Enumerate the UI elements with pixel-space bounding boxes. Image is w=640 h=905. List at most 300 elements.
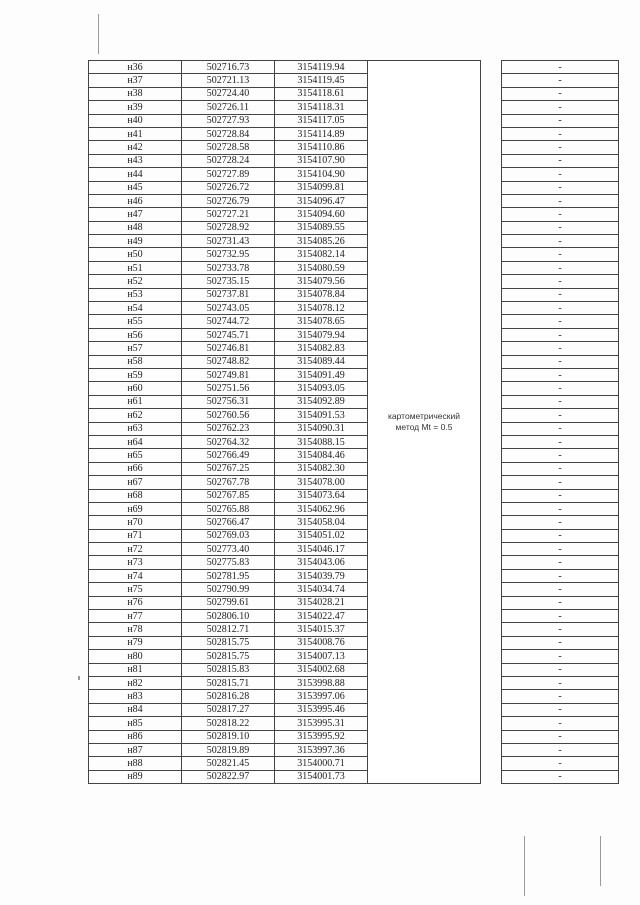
table-row <box>89 127 619 140</box>
table-row <box>89 382 619 395</box>
x-coordinate-cell: 502765.88 <box>182 502 275 515</box>
note-cell: - <box>502 235 619 248</box>
x-coordinate-cell: 502812.71 <box>182 623 275 636</box>
column-gap <box>481 342 502 355</box>
note-cell: - <box>502 342 619 355</box>
column-gap <box>481 101 502 114</box>
y-coordinate-cell: 3154008.76 <box>275 636 368 649</box>
y-coordinate-cell: 3154015.37 <box>275 623 368 636</box>
point-name-cell: н74 <box>89 569 182 582</box>
point-name-cell: н47 <box>89 208 182 221</box>
note-cell: - <box>502 288 619 301</box>
column-gap <box>481 248 502 261</box>
y-coordinate-cell: 3154089.44 <box>275 355 368 368</box>
y-coordinate-cell: 3154058.04 <box>275 516 368 529</box>
note-cell: - <box>502 743 619 756</box>
column-gap <box>481 302 502 315</box>
column-gap <box>481 717 502 730</box>
point-name-cell: н58 <box>89 355 182 368</box>
note-cell: - <box>502 556 619 569</box>
x-coordinate-cell: 502746.81 <box>182 342 275 355</box>
table-row <box>89 368 619 381</box>
column-gap <box>481 596 502 609</box>
table-row <box>89 583 619 596</box>
x-coordinate-cell: 502819.10 <box>182 730 275 743</box>
x-coordinate-cell: 502781.95 <box>182 569 275 582</box>
point-name-cell: н41 <box>89 127 182 140</box>
table-row <box>89 328 619 341</box>
column-gap <box>481 355 502 368</box>
column-gap <box>481 288 502 301</box>
note-cell: - <box>502 248 619 261</box>
column-gap <box>481 422 502 435</box>
note-cell: - <box>502 730 619 743</box>
y-coordinate-cell: 3154118.61 <box>275 87 368 100</box>
note-cell: - <box>502 717 619 730</box>
x-coordinate-cell: 502733.78 <box>182 261 275 274</box>
table-row <box>89 636 619 649</box>
note-cell: - <box>502 663 619 676</box>
column-gap <box>481 74 502 87</box>
y-coordinate-cell: 3154079.56 <box>275 275 368 288</box>
y-coordinate-cell: 3154089.55 <box>275 221 368 234</box>
column-gap <box>481 516 502 529</box>
y-coordinate-cell: 3154051.02 <box>275 529 368 542</box>
note-cell: - <box>502 395 619 408</box>
y-coordinate-cell: 3154007.13 <box>275 650 368 663</box>
note-cell: - <box>502 502 619 515</box>
note-cell: - <box>502 690 619 703</box>
point-name-cell: н86 <box>89 730 182 743</box>
table-row <box>89 101 619 114</box>
point-name-cell: н64 <box>89 435 182 448</box>
column-gap <box>481 489 502 502</box>
y-coordinate-cell: 3154073.64 <box>275 489 368 502</box>
y-coordinate-cell: 3154084.46 <box>275 449 368 462</box>
point-name-cell: н81 <box>89 663 182 676</box>
point-name-cell: н44 <box>89 168 182 181</box>
table-row <box>89 663 619 676</box>
column-gap <box>481 703 502 716</box>
y-coordinate-cell: 3154000.71 <box>275 757 368 770</box>
column-gap <box>481 543 502 556</box>
y-coordinate-cell: 3153998.88 <box>275 676 368 689</box>
note-cell: - <box>502 141 619 154</box>
column-gap <box>481 743 502 756</box>
note-cell: - <box>502 328 619 341</box>
x-coordinate-cell: 502735.15 <box>182 275 275 288</box>
scan-dot-left <box>78 676 80 680</box>
x-coordinate-cell: 502737.81 <box>182 288 275 301</box>
column-gap <box>481 650 502 663</box>
table-row <box>89 87 619 100</box>
y-coordinate-cell: 3154082.83 <box>275 342 368 355</box>
y-coordinate-cell: 3154039.79 <box>275 569 368 582</box>
y-coordinate-cell: 3154091.53 <box>275 409 368 422</box>
scan-line-right-2 <box>600 836 601 886</box>
x-coordinate-cell: 502815.71 <box>182 676 275 689</box>
point-name-cell: н62 <box>89 409 182 422</box>
y-coordinate-cell: 3153995.46 <box>275 703 368 716</box>
x-coordinate-cell: 502817.27 <box>182 703 275 716</box>
y-coordinate-cell: 3154022.47 <box>275 610 368 623</box>
table-row <box>89 703 619 716</box>
x-coordinate-cell: 502748.82 <box>182 355 275 368</box>
table-row <box>89 516 619 529</box>
note-cell: - <box>502 61 619 74</box>
y-coordinate-cell: 3154088.15 <box>275 435 368 448</box>
table-row <box>89 422 619 435</box>
note-cell: - <box>502 703 619 716</box>
point-name-cell: н45 <box>89 181 182 194</box>
point-name-cell: н65 <box>89 449 182 462</box>
table-row <box>89 489 619 502</box>
y-coordinate-cell: 3154001.73 <box>275 770 368 783</box>
column-gap <box>481 181 502 194</box>
note-cell: - <box>502 449 619 462</box>
table-row <box>89 770 619 783</box>
x-coordinate-cell: 502724.40 <box>182 87 275 100</box>
point-name-cell: н60 <box>89 382 182 395</box>
x-coordinate-cell: 502822.97 <box>182 770 275 783</box>
table-row <box>89 208 619 221</box>
x-coordinate-cell: 502728.92 <box>182 221 275 234</box>
y-coordinate-cell: 3154110.86 <box>275 141 368 154</box>
point-name-cell: н61 <box>89 395 182 408</box>
note-cell: - <box>502 382 619 395</box>
point-name-cell: н70 <box>89 516 182 529</box>
table-row <box>89 302 619 315</box>
column-gap <box>481 730 502 743</box>
note-cell: - <box>502 623 619 636</box>
note-cell: - <box>502 422 619 435</box>
y-coordinate-cell: 3153997.06 <box>275 690 368 703</box>
column-gap <box>481 127 502 140</box>
column-gap <box>481 154 502 167</box>
note-cell: - <box>502 543 619 556</box>
note-cell: - <box>502 355 619 368</box>
x-coordinate-cell: 502767.78 <box>182 476 275 489</box>
y-coordinate-cell: 3154062.96 <box>275 502 368 515</box>
point-name-cell: н85 <box>89 717 182 730</box>
column-gap <box>481 315 502 328</box>
column-gap <box>481 556 502 569</box>
note-cell: - <box>502 114 619 127</box>
table-row <box>89 355 619 368</box>
point-name-cell: н78 <box>89 623 182 636</box>
point-name-cell: н51 <box>89 261 182 274</box>
note-cell: - <box>502 261 619 274</box>
table-row <box>89 315 619 328</box>
table-row <box>89 610 619 623</box>
x-coordinate-cell: 502728.84 <box>182 127 275 140</box>
point-name-cell: н56 <box>89 328 182 341</box>
x-coordinate-cell: 502728.24 <box>182 154 275 167</box>
column-gap <box>481 449 502 462</box>
note-cell: - <box>502 409 619 422</box>
note-cell: - <box>502 208 619 221</box>
table-row <box>89 395 619 408</box>
column-gap <box>481 757 502 770</box>
y-coordinate-cell: 3154090.31 <box>275 422 368 435</box>
note-cell: - <box>502 650 619 663</box>
table-row <box>89 502 619 515</box>
note-cell: - <box>502 315 619 328</box>
note-cell: - <box>502 154 619 167</box>
point-name-cell: н50 <box>89 248 182 261</box>
note-cell: - <box>502 181 619 194</box>
x-coordinate-cell: 502756.31 <box>182 395 275 408</box>
x-coordinate-cell: 502766.49 <box>182 449 275 462</box>
column-gap <box>481 141 502 154</box>
y-coordinate-cell: 3154078.65 <box>275 315 368 328</box>
note-cell: - <box>502 583 619 596</box>
method-line-1: картометрический <box>388 411 460 422</box>
coordinates-table <box>88 60 619 784</box>
table-row <box>89 288 619 301</box>
column-gap <box>481 529 502 542</box>
column-gap <box>481 221 502 234</box>
y-coordinate-cell: 3154082.14 <box>275 248 368 261</box>
point-name-cell: н87 <box>89 743 182 756</box>
note-cell: - <box>502 757 619 770</box>
y-coordinate-cell: 3154093.05 <box>275 382 368 395</box>
table-row <box>89 676 619 689</box>
table-row <box>89 476 619 489</box>
note-cell: - <box>502 529 619 542</box>
x-coordinate-cell: 502816.28 <box>182 690 275 703</box>
point-name-cell: н88 <box>89 757 182 770</box>
x-coordinate-cell: 502726.11 <box>182 101 275 114</box>
table-row <box>89 569 619 582</box>
x-coordinate-cell: 502727.21 <box>182 208 275 221</box>
column-gap <box>481 663 502 676</box>
column-gap <box>481 114 502 127</box>
table-row <box>89 114 619 127</box>
y-coordinate-cell: 3154119.94 <box>275 61 368 74</box>
table-row <box>89 435 619 448</box>
column-gap <box>481 87 502 100</box>
coordinates-table-body <box>89 61 619 784</box>
table-row <box>89 154 619 167</box>
point-name-cell: н46 <box>89 194 182 207</box>
y-coordinate-cell: 3153995.92 <box>275 730 368 743</box>
x-coordinate-cell: 502727.93 <box>182 114 275 127</box>
x-coordinate-cell: 502745.71 <box>182 328 275 341</box>
point-name-cell: н69 <box>89 502 182 515</box>
point-name-cell: н42 <box>89 141 182 154</box>
point-name-cell: н43 <box>89 154 182 167</box>
x-coordinate-cell: 502818.22 <box>182 717 275 730</box>
table-row <box>89 168 619 181</box>
table-row <box>89 717 619 730</box>
x-coordinate-cell: 502732.95 <box>182 248 275 261</box>
point-name-cell: н48 <box>89 221 182 234</box>
y-coordinate-cell: 3153995.31 <box>275 717 368 730</box>
y-coordinate-cell: 3154078.84 <box>275 288 368 301</box>
column-gap <box>481 382 502 395</box>
point-name-cell: н75 <box>89 583 182 596</box>
note-cell: - <box>502 569 619 582</box>
x-coordinate-cell: 502743.05 <box>182 302 275 315</box>
x-coordinate-cell: 502773.40 <box>182 543 275 556</box>
note-cell: - <box>502 610 619 623</box>
point-name-cell: н67 <box>89 476 182 489</box>
x-coordinate-cell: 502727.89 <box>182 168 275 181</box>
column-gap <box>481 636 502 649</box>
point-name-cell: н82 <box>89 676 182 689</box>
x-coordinate-cell: 502775.83 <box>182 556 275 569</box>
column-gap <box>481 583 502 596</box>
table-row <box>89 529 619 542</box>
note-cell: - <box>502 489 619 502</box>
note-cell: - <box>502 368 619 381</box>
y-coordinate-cell: 3154002.68 <box>275 663 368 676</box>
x-coordinate-cell: 502815.83 <box>182 663 275 676</box>
column-gap <box>481 368 502 381</box>
y-coordinate-cell: 3154094.60 <box>275 208 368 221</box>
column-gap <box>481 435 502 448</box>
x-coordinate-cell: 502728.58 <box>182 141 275 154</box>
y-coordinate-cell: 3153997.36 <box>275 743 368 756</box>
x-coordinate-cell: 502762.23 <box>182 422 275 435</box>
point-name-cell: н83 <box>89 690 182 703</box>
table-row <box>89 623 619 636</box>
table-row <box>89 141 619 154</box>
table-row <box>89 248 619 261</box>
y-coordinate-cell: 3154099.81 <box>275 181 368 194</box>
x-coordinate-cell: 502799.61 <box>182 596 275 609</box>
note-cell: - <box>502 87 619 100</box>
y-coordinate-cell: 3154119.45 <box>275 74 368 87</box>
column-gap <box>481 610 502 623</box>
column-gap <box>481 462 502 475</box>
note-cell: - <box>502 435 619 448</box>
x-coordinate-cell: 502819.89 <box>182 743 275 756</box>
note-cell: - <box>502 101 619 114</box>
x-coordinate-cell: 502751.56 <box>182 382 275 395</box>
x-coordinate-cell: 502726.72 <box>182 181 275 194</box>
y-coordinate-cell: 3154034.74 <box>275 583 368 596</box>
table-row <box>89 194 619 207</box>
column-gap <box>481 261 502 274</box>
column-gap <box>481 208 502 221</box>
point-name-cell: н68 <box>89 489 182 502</box>
point-name-cell: н38 <box>89 87 182 100</box>
method-text <box>368 411 480 433</box>
y-coordinate-cell: 3154046.17 <box>275 543 368 556</box>
point-name-cell: н57 <box>89 342 182 355</box>
point-name-cell: н63 <box>89 422 182 435</box>
point-name-cell: н66 <box>89 462 182 475</box>
point-name-cell: н53 <box>89 288 182 301</box>
column-gap <box>481 235 502 248</box>
y-coordinate-cell: 3154118.31 <box>275 101 368 114</box>
x-coordinate-cell: 502767.25 <box>182 462 275 475</box>
table-row <box>89 74 619 87</box>
table-row <box>89 449 619 462</box>
x-coordinate-cell: 502769.03 <box>182 529 275 542</box>
note-cell: - <box>502 636 619 649</box>
x-coordinate-cell: 502716.73 <box>182 61 275 74</box>
table-row <box>89 235 619 248</box>
table-row <box>89 275 619 288</box>
point-name-cell: н89 <box>89 770 182 783</box>
point-name-cell: н40 <box>89 114 182 127</box>
point-name-cell: н37 <box>89 74 182 87</box>
scan-line-right <box>524 836 525 896</box>
note-cell: - <box>502 221 619 234</box>
point-name-cell: н59 <box>89 368 182 381</box>
table-row <box>89 556 619 569</box>
table-row <box>89 462 619 475</box>
column-gap <box>481 61 502 74</box>
x-coordinate-cell: 502806.10 <box>182 610 275 623</box>
point-name-cell: н36 <box>89 61 182 74</box>
method-cell <box>368 61 481 784</box>
y-coordinate-cell: 3154092.89 <box>275 395 368 408</box>
table-row <box>89 221 619 234</box>
y-coordinate-cell: 3154114.89 <box>275 127 368 140</box>
column-gap <box>481 770 502 783</box>
column-gap <box>481 328 502 341</box>
x-coordinate-cell: 502821.45 <box>182 757 275 770</box>
point-name-cell: н71 <box>89 529 182 542</box>
point-name-cell: н79 <box>89 636 182 649</box>
table-row <box>89 596 619 609</box>
x-coordinate-cell: 502726.79 <box>182 194 275 207</box>
y-coordinate-cell: 3154043.06 <box>275 556 368 569</box>
column-gap <box>481 676 502 689</box>
column-gap <box>481 275 502 288</box>
y-coordinate-cell: 3154096.47 <box>275 194 368 207</box>
table-row <box>89 757 619 770</box>
point-name-cell: н73 <box>89 556 182 569</box>
scan-line-left <box>98 14 99 54</box>
note-cell: - <box>502 476 619 489</box>
column-gap <box>481 194 502 207</box>
note-cell: - <box>502 127 619 140</box>
table-row <box>89 730 619 743</box>
y-coordinate-cell: 3154080.59 <box>275 261 368 274</box>
table-row <box>89 61 619 74</box>
y-coordinate-cell: 3154107.90 <box>275 154 368 167</box>
column-gap <box>481 409 502 422</box>
table-row <box>89 690 619 703</box>
x-coordinate-cell: 502815.75 <box>182 650 275 663</box>
column-gap <box>481 623 502 636</box>
table-row <box>89 181 619 194</box>
point-name-cell: н80 <box>89 650 182 663</box>
column-gap <box>481 168 502 181</box>
y-coordinate-cell: 3154078.00 <box>275 476 368 489</box>
y-coordinate-cell: 3154085.26 <box>275 235 368 248</box>
point-name-cell: н84 <box>89 703 182 716</box>
x-coordinate-cell: 502721.13 <box>182 74 275 87</box>
y-coordinate-cell: 3154104.90 <box>275 168 368 181</box>
table-row <box>89 543 619 556</box>
table-row <box>89 650 619 663</box>
note-cell: - <box>502 275 619 288</box>
table-row <box>89 342 619 355</box>
y-coordinate-cell: 3154079.94 <box>275 328 368 341</box>
point-name-cell: н77 <box>89 610 182 623</box>
x-coordinate-cell: 502790.99 <box>182 583 275 596</box>
note-cell: - <box>502 168 619 181</box>
x-coordinate-cell: 502749.81 <box>182 368 275 381</box>
x-coordinate-cell: 502760.56 <box>182 409 275 422</box>
column-gap <box>481 569 502 582</box>
